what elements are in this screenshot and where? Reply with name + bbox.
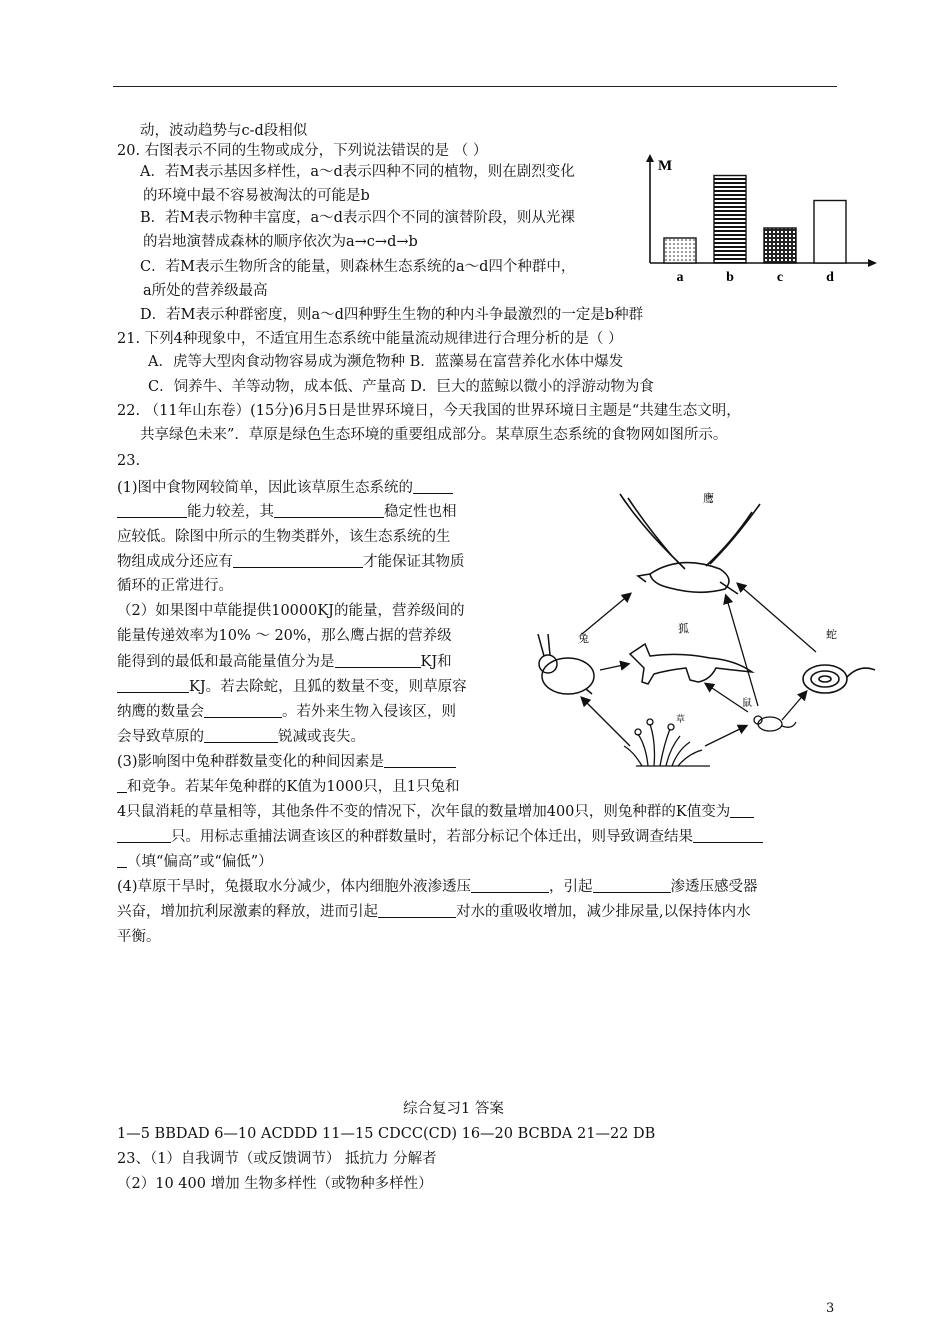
- chart-y-label: M: [658, 158, 673, 174]
- answers-title: 综合复习1 答案: [403, 1101, 504, 1117]
- snake-label: 蛇: [826, 628, 837, 641]
- q23-number: 23.: [117, 453, 141, 469]
- q19-tail: 动，波动趋势与c-d段相似: [140, 123, 308, 139]
- q20-option-a-line2: 的环境中最不容易被淘汰的可能是b: [143, 188, 370, 204]
- arrow-mouse-to-snake: [782, 692, 806, 720]
- q23-p3-line5: （填“偏高”或“偏低”）: [117, 852, 273, 872]
- answer-blank[interactable]: [413, 479, 453, 494]
- arrow-grass-to-rabbit: [582, 698, 630, 746]
- q21-stem: 21. 下列4种现象中，不适宜用生态系统中能量流动规律进行合理分析的是（ ）: [117, 331, 623, 347]
- tick-label-a: a: [676, 270, 684, 285]
- answer-blank[interactable]: [384, 753, 456, 768]
- q23-p4-line3: 平衡。: [117, 929, 161, 945]
- answer-blank[interactable]: [117, 828, 171, 843]
- answer-blank[interactable]: [117, 853, 127, 868]
- q21-options-cd: C．饲养牛、羊等动物，成本低、产量高 D．巨大的蓝鲸以微小的浮游动物为食: [148, 379, 654, 395]
- mouse-icon: [754, 716, 796, 731]
- eagle-icon: [620, 494, 760, 594]
- snake-icon: [803, 665, 875, 693]
- answer-blank[interactable]: [593, 878, 671, 893]
- q23-p3-line4: 只。用标志重捕法调查该区的种群数量时，若部分标记个体迁出，则导致调查结果: [117, 827, 763, 847]
- q23-p2-line5: 纳鹰的数量会 。若外来生物入侵该区，则: [117, 704, 456, 720]
- fox-label: 狐: [678, 622, 689, 635]
- answer-blank[interactable]: [274, 503, 384, 518]
- answer-blank[interactable]: [335, 653, 421, 668]
- q23-p1-line2: 能力较差，其 稳定性也相: [117, 502, 457, 522]
- bar-d: [814, 201, 846, 264]
- q20-option-c-line2: a所处的营养级最高: [143, 283, 268, 299]
- mouse-label: 鼠: [742, 698, 752, 709]
- answer-blank[interactable]: [204, 728, 278, 743]
- answers-line2: 23、（1）自我调节（或反馈调节） 抵抗力 分解者: [117, 1151, 437, 1167]
- q23-p3-line2: 和竞争。若某年兔种群的K值为1000只，且1只兔和: [117, 777, 459, 797]
- bar-chart: [640, 150, 880, 290]
- chart-x-arrow: [868, 259, 877, 267]
- answer-blank[interactable]: [693, 828, 763, 843]
- arrow-grass-to-mouse: [705, 726, 746, 746]
- bar-a: [664, 238, 696, 263]
- q20-option-b-line1: B．若M表示物种丰富度，a～d表示四个不同的演替阶段，则从光裸: [140, 210, 575, 226]
- q20-stem: 20. 右图表示不同的生物或成分，下列说法错误的是 （ ）: [117, 143, 488, 159]
- q20-option-a-line1: A．若M表示基因多样性，a～d表示四种不同的植物，则在剧烈变化: [140, 164, 575, 180]
- q23-p1-line4: 物组成成分还应有 才能保证其物质: [117, 554, 465, 570]
- q23-p2-line1: （2）如果图中草能提供10000KJ的能量，营养级间的: [117, 603, 465, 619]
- arrow-rabbit-to-eagle: [582, 594, 630, 634]
- arrow-mouse-to-eagle: [726, 596, 758, 706]
- rabbit-label: 兔: [578, 632, 589, 645]
- q23-p4-line2: 兴奋，增加抗利尿激素的释放，进而引起 对水的重吸收增加，减少排尿量,以保持体内水: [117, 904, 751, 920]
- q23-p2-line4: KJ。若去除蛇，且狐的数量不变，则草原容: [117, 677, 467, 697]
- q23-p1-line3: 应较低。除图中所示的生物类群外，该生态系统的生: [117, 529, 451, 545]
- tick-label-d: d: [826, 270, 834, 285]
- grass-label: 草: [676, 715, 686, 725]
- q20-option-c-line1: C．若M表示生物所含的能量，则森林生态系统的a～d四个种群中，: [140, 259, 576, 275]
- answers-line1: 1—5 BBDAD 6—10 ACDDD 11—15 CDCC(CD) 16—20 BCBDA 21—22 DB: [117, 1126, 656, 1142]
- fox-icon: [630, 644, 752, 684]
- chart-y-arrow: [646, 154, 654, 162]
- q20-option-d: D．若M表示种群密度，则a～d四种野生生物的种内斗争最激烈的一定是b种群: [140, 307, 644, 323]
- q22-line1: 22. （11年山东卷）(15分)6月5日是世界环境日，今天我国的世界环境日主题是“共建生态文明，: [117, 403, 741, 419]
- q23-p2-line2: 能量传递效率为10% ～ 20%，那么鹰占据的营养级: [117, 628, 452, 644]
- page-number: 3: [826, 1301, 835, 1316]
- q23-p2-line6: 会导致草原的 锐减或丧失。: [117, 729, 365, 745]
- bar-b: [714, 176, 746, 264]
- food-web-figure: [520, 484, 880, 784]
- q23-p1-line1: (1)图中食物网较简单，因此该草原生态系统的: [117, 478, 453, 498]
- header-rule: [113, 86, 837, 87]
- answer-blank[interactable]: [204, 703, 282, 718]
- arrow-snake-to-eagle: [738, 584, 816, 652]
- answers-line3: （2）10 400 增加 生物多样性（或物种多样性）: [117, 1176, 433, 1192]
- bar-c: [764, 228, 796, 263]
- answer-blank[interactable]: [730, 803, 754, 818]
- tick-label-c: c: [776, 270, 784, 285]
- q23-p2-line3: 能得到的最低和最高能量值分为是 KJ和: [117, 654, 452, 670]
- tick-label-b: b: [726, 270, 734, 285]
- answer-blank[interactable]: [117, 678, 189, 693]
- grass-icon: [624, 719, 710, 766]
- q23-p4-line1: (4)草原干旱时，兔摄取水分减少，体内细胞外液渗透压 ，引起 渗透压感受器: [117, 879, 758, 895]
- q23-p1-line5: 循环的正常进行。: [117, 578, 233, 594]
- q21-options-ab: A．虎等大型肉食动物容易成为濒危物种 B．蓝藻易在富营养化水体中爆发: [148, 354, 624, 370]
- answer-blank[interactable]: [233, 553, 363, 568]
- answer-blank[interactable]: [117, 503, 187, 518]
- answer-blank[interactable]: [471, 878, 549, 893]
- eagle-label: 鹰: [703, 492, 714, 505]
- q23-p3-line3: 4只鼠消耗的草量相等，其他条件不变的情况下，次年鼠的数量增加400只，则兔种群的K值变为: [117, 802, 754, 822]
- q20-option-b-line2: 的岩地演替成森林的顺序依次为a→c→d→b: [143, 234, 418, 250]
- q22-line2: 共享绿色未来”．草原是绿色生态环境的重要组成部分。某草原生态系统的食物网如图所示。: [140, 427, 728, 443]
- q23-p3-line1: (3)影响图中兔种群数量变化的种间因素是: [117, 752, 456, 772]
- answer-blank[interactable]: [117, 778, 127, 793]
- answer-blank[interactable]: [378, 903, 456, 918]
- arrow-rabbit-to-fox: [600, 664, 628, 670]
